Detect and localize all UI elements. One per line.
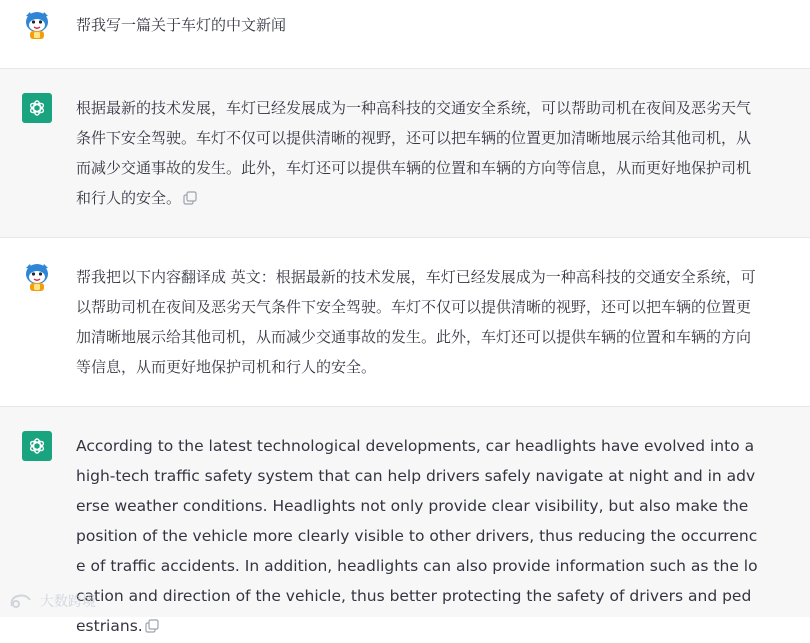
- user-avatar: [22, 10, 52, 40]
- message-user-1: [0, 0, 810, 69]
- openai-logo-icon: [27, 436, 47, 456]
- watermark: [8, 591, 96, 611]
- message-user-2: [0, 238, 810, 407]
- assistant-avatar: [22, 431, 52, 461]
- message-text: 帮我写一篇关于车灯的中文新闻: [76, 16, 287, 34]
- copy-icon[interactable]: [145, 613, 159, 627]
- message-text: [76, 431, 760, 641]
- assistant-avatar: [22, 93, 52, 123]
- message-body: According to the latest technological developments, car headlights have evolved into a high-tech traffic safety system that can help drivers safely navigate at night and in adverse weather conditions. Headlights not only provide clear visibility, but also make the position of the vehicle more clearly visible to other drivers, thus reducing the occurrence of traffic accidents. In addition, headlights can also provide information such as the location and direction of the vehicle, thus better protecting the safety of drivers and pedestrians.: [76, 437, 758, 635]
- openai-logo-icon: [27, 98, 47, 118]
- message-body: 根据最新的技术发展，车灯已经发展成为一种高科技的交通安全系统，可以帮助司机在夜间及恶劣天气条件下安全驾驶。车灯不仅可以提供清晰的视野，还可以把车辆的位置更加清晰地展示给其他司机，从而减少交通事故的发生。此外，车灯还可以提供车辆的位置和车辆的方向等信息，从而更好地保护司机和行人的安全。: [76, 99, 752, 207]
- cartoon-mascot-icon: [22, 262, 52, 292]
- brand-logo-icon: [8, 592, 34, 610]
- cartoon-mascot-icon: [22, 10, 52, 40]
- message-text: [76, 93, 760, 213]
- copy-icon[interactable]: [183, 185, 197, 199]
- message-assistant-1: [0, 69, 810, 238]
- watermark-text: 大数跨境: [40, 594, 96, 610]
- message-text: 帮我把以下内容翻译成 英文：根据最新的技术发展，车灯已经发展成为一种高科技的交通安全系统，可以帮助司机在夜间及恶劣天气条件下安全驾驶。车灯不仅可以提供清晰的视野，还可以把车辆的位置更加清晰地展示给其他司机，从而减少交通事故的发生。此外，车灯还可以提供车辆的位置和车辆的方向等信息，从而更好地保护司机和行人的安全。: [76, 268, 756, 376]
- user-avatar: [22, 262, 52, 292]
- message-assistant-2: [0, 407, 810, 635]
